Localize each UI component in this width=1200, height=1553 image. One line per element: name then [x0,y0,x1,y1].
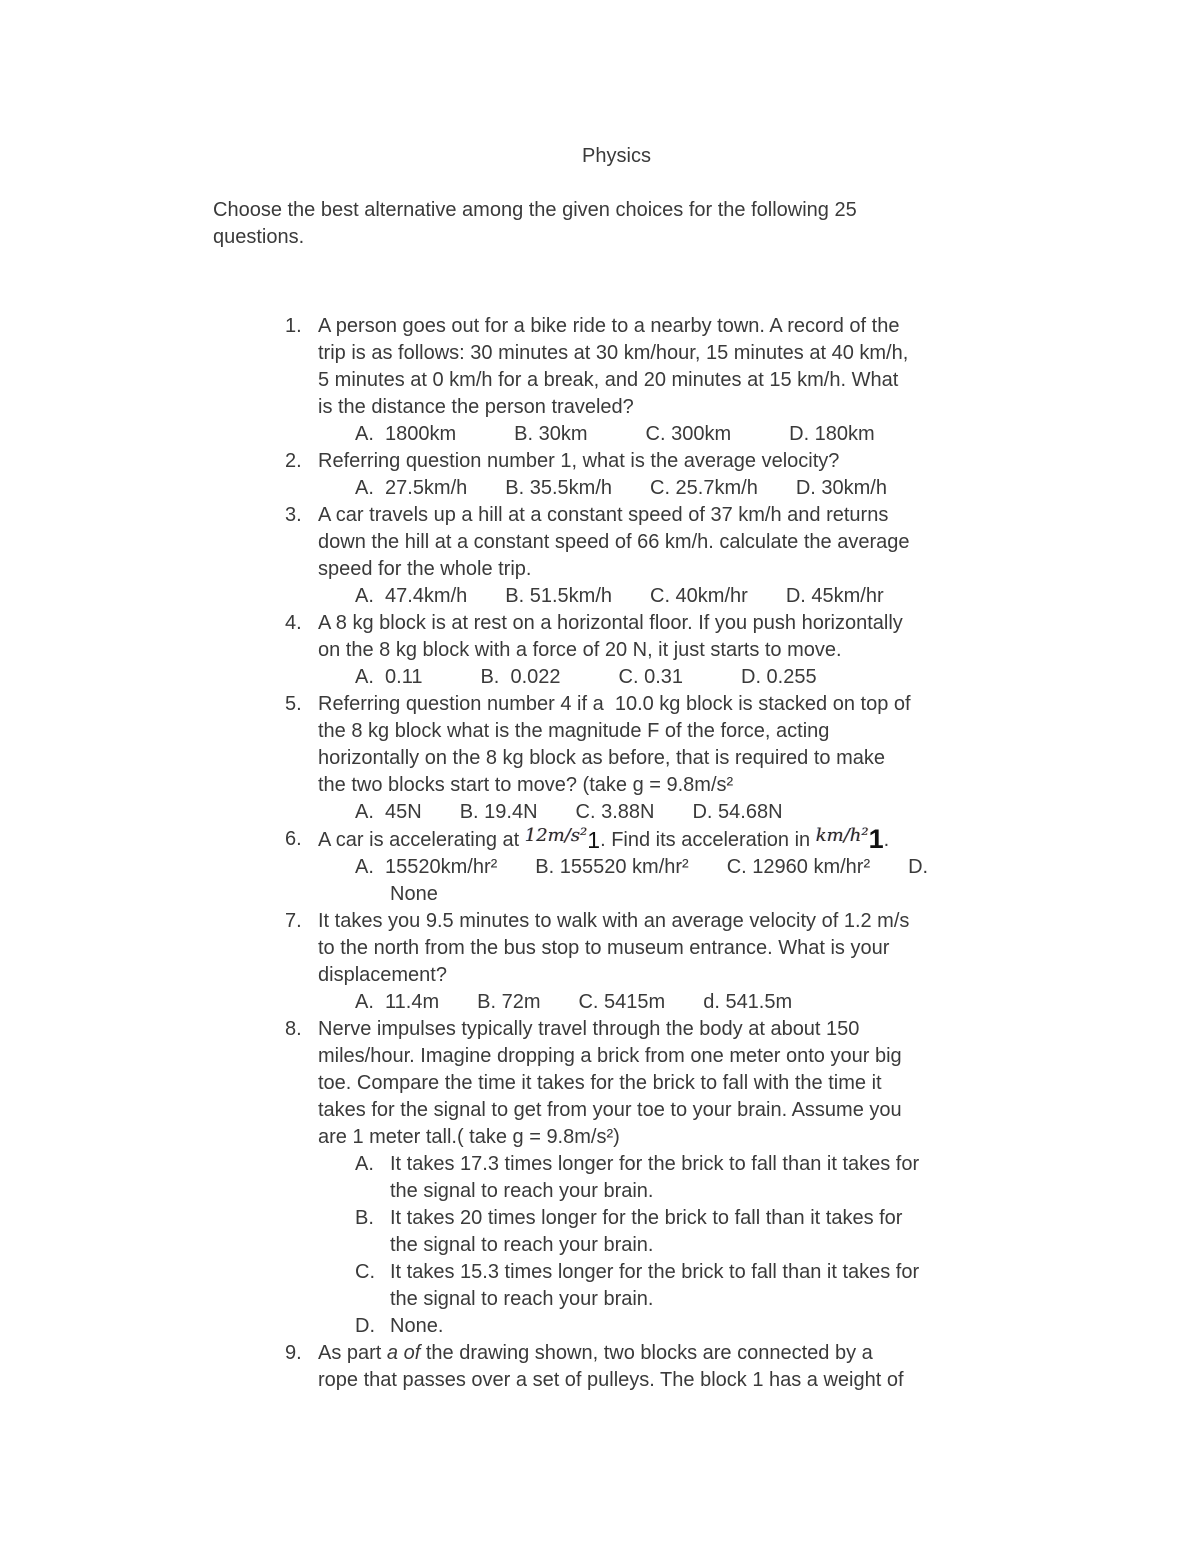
math-expression: 12m/s² [524,825,588,846]
option-text [390,1151,1020,1205]
question-text-line [318,962,1020,989]
option: C. 3.88N [575,801,655,823]
question-number: 1. [285,315,302,337]
question-2 [285,448,1020,502]
question-text-line [318,556,1020,583]
option: D. 30km/h [795,477,887,499]
question-text-line [318,1097,1020,1124]
option: A. 45N [355,801,422,823]
text-run: to the north from the bus stop to museum entrance. What is your [318,937,890,959]
question-content [318,313,1020,448]
option-label: A. [355,1153,374,1175]
text-run: the drawing shown, two blocks are connected by a [420,1342,873,1364]
text-run: toe. Compare the time it takes for the brick to fall with the time it [318,1072,882,1094]
option: C. 5415m [578,991,666,1013]
doc-title: Physics [582,145,651,167]
question-list [213,313,1020,1394]
question-number: 2. [285,450,302,472]
question-text-line [318,394,1020,421]
text-run: is the distance the person traveled? [318,396,634,418]
option: A. 1800km [355,423,457,445]
text-run: . [883,829,890,851]
options-line [318,989,1020,1016]
question-5 [285,691,1020,826]
option-text [390,1313,1020,1340]
text-run: takes for the signal to get from your toe to your brain. Assume you [318,1099,902,1121]
question-text-line [318,1070,1020,1097]
question-text-line [318,529,1020,556]
text-run: speed for the whole trip. [318,558,532,580]
question-4 [285,610,1020,691]
text-run: trip is as follows: 30 minutes at 30 km/hour, 15 minutes at 40 km/h, [318,342,909,364]
question-text-line [318,367,1020,394]
intro-paragraph [213,197,1020,251]
question-text-line [318,1340,1020,1367]
options-line [318,854,1020,881]
option: B. 51.5km/h [505,585,612,607]
question-text-line [318,1124,1020,1151]
option-text-line: It takes 15.3 times longer for the brick to fall than it takes for [390,1261,920,1283]
question-text-line [318,826,1020,854]
question-content [318,448,1020,502]
option: A. 47.4km/h [355,585,468,607]
text-run: A car is accelerating at [318,829,525,851]
option: A. 0.11 [355,666,423,688]
intro-line-2: questions. [213,226,305,248]
option-text-line: It takes 20 times longer for the brick to fall than it takes for [390,1207,903,1229]
option: B. 72m [477,991,541,1013]
question-content [318,1340,1020,1394]
option: C. 0.31 [618,666,683,688]
text-run: A car travels up a hill at a constant speed of 37 km/h and returns [318,504,889,526]
cursor-artifact-bold: 1 [868,824,884,854]
italic-text: a of [386,1342,421,1364]
options-line [318,664,1020,691]
option-label: D. [355,1315,375,1337]
question-text-line [318,1367,1020,1394]
option-text-line: It takes 17.3 times longer for the brick to fall than it takes for [390,1153,920,1175]
option: d. 541.5m [703,991,793,1013]
text-run: A person goes out for a bike ride to a nearby town. A record of the [318,315,900,337]
cursor-artifact: 1 [587,827,601,853]
question-content [318,610,1020,691]
question-text-line [318,691,1020,718]
question-number: 7. [285,910,302,932]
option: C. 40km/hr [650,585,748,607]
question-number: 6. [285,828,302,850]
text-run: Referring question number 1, what is the average velocity? [318,450,840,472]
option: C. 25.7km/h [650,477,758,499]
question-text-line [318,772,1020,799]
question-7 [285,908,1020,1016]
text-run: Referring question number 4 if a 10.0 kg block is stacked on top of [318,693,911,715]
option: B. 0.022 [480,666,561,688]
text-run: on the 8 kg block with a force of 20 N, it just starts to move. [318,639,842,661]
option-text-line: the signal to reach your brain. [390,1180,654,1202]
text-run: down the hill at a constant speed of 66 km/h. calculate the average [318,531,910,553]
question-number: 8. [285,1018,302,1040]
option: B. 19.4N [459,801,538,823]
options-line [318,799,1020,826]
option-text-line: the signal to reach your brain. [390,1234,654,1256]
options-line [318,475,1020,502]
question-text-line [318,637,1020,664]
option-label: B. [355,1207,374,1229]
option: C. 12960 km/hr² [726,856,871,878]
question-number: 5. [285,693,302,715]
question-6 [285,826,1020,908]
question-text-line [318,502,1020,529]
option-text [390,1259,1020,1313]
option: D. 0.255 [741,666,817,688]
option: A. 27.5km/h [355,477,468,499]
option: None [390,883,438,905]
question-content [318,691,1020,826]
option-block [318,1205,1020,1259]
options-line [318,583,1020,610]
option: D. 54.68N [692,801,783,823]
question-9 [285,1340,1020,1394]
option: D. 45km/hr [785,585,884,607]
option: C. 300km [645,423,732,445]
text-run: rope that passes over a set of pulleys. The block 1 has a weight of [318,1369,904,1391]
text-run: A 8 kg block is at rest on a horizontal floor. If you push horizontally [318,612,903,634]
option: B. 30km [514,423,588,445]
intro-line-1: Choose the best alternative among the given choices for the following 25 [213,199,857,221]
text-run: the 8 kg block what is the magnitude F of the force, acting [318,720,830,742]
text-run: displacement? [318,964,447,986]
question-text-line [318,610,1020,637]
text-run: As part [318,1342,387,1364]
text-run: are 1 meter tall.( take g = 9.8m/s²) [318,1126,620,1148]
question-text-line [318,1016,1020,1043]
option-block [318,1259,1020,1313]
question-text-line [318,718,1020,745]
option-block [318,1313,1020,1340]
options-line [318,881,1020,908]
math-expression: km/h² [815,825,869,846]
question-1 [285,313,1020,448]
question-content [318,826,1020,908]
question-number: 9. [285,1342,302,1364]
question-text-line [318,340,1020,367]
text-run: horizontally on the 8 kg block as before, that is required to make [318,747,885,769]
option-text [390,1205,1020,1259]
question-number: 3. [285,504,302,526]
option-label: C. [355,1261,375,1283]
option: D. 180km [789,423,875,445]
text-run: . Find its acceleration in [600,829,816,851]
option: D. [908,856,929,878]
question-content [318,1016,1020,1340]
options-line [318,421,1020,448]
option: B. 155520 km/hr² [535,856,689,878]
question-text-line [318,935,1020,962]
question-text-line [318,908,1020,935]
question-text-line [318,448,1020,475]
text-run: 5 minutes at 0 km/h for a break, and 20 minutes at 15 km/h. What [318,369,899,391]
text-run: It takes you 9.5 minutes to walk with an average velocity of 1.2 m/s [318,910,910,932]
question-content [318,908,1020,1016]
question-8 [285,1016,1020,1340]
question-text-line [318,745,1020,772]
question-content [318,502,1020,610]
question-number: 4. [285,612,302,634]
question-text-line [318,313,1020,340]
question-text-line [318,1043,1020,1070]
text-run: miles/hour. Imagine dropping a brick from one meter onto your big [318,1045,902,1067]
option-text-line: None. [390,1315,444,1337]
option: B. 35.5km/h [505,477,612,499]
option: A. 15520km/hr² [355,856,498,878]
option: A. 11.4m [355,991,440,1013]
text-run: the two blocks start to move? (take g = 9.8m/s² [318,774,734,796]
option-block [318,1151,1020,1205]
question-3 [285,502,1020,610]
option-text-line: the signal to reach your brain. [390,1288,654,1310]
text-run: Nerve impulses typically travel through the body at about 150 [318,1018,860,1040]
